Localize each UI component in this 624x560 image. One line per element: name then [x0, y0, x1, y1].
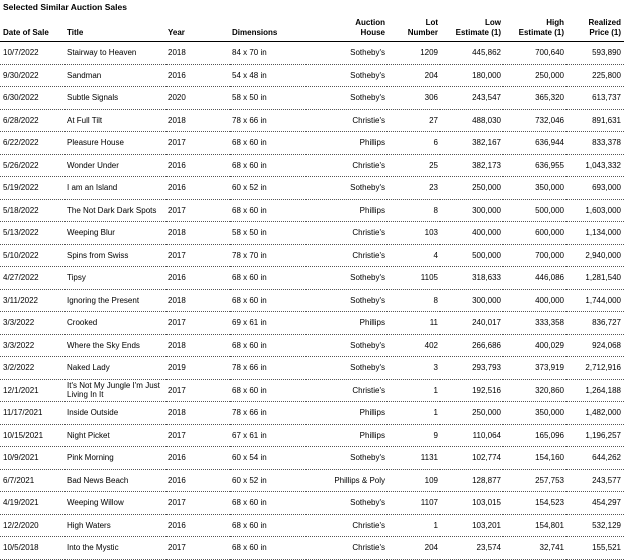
- cell-lot-number: 6: [387, 132, 440, 155]
- cell-auction-house: Sotheby's: [306, 42, 387, 65]
- cell-lot-number: 1105: [387, 267, 440, 290]
- cell-realized-price: 225,800: [566, 64, 624, 87]
- cell-dimensions: 69 x 61 in: [230, 312, 306, 335]
- cell-title: Tipsy: [65, 267, 166, 290]
- cell-title: High Waters: [65, 514, 166, 537]
- cell-year: 2017: [166, 537, 230, 560]
- cell-dimensions: 78 x 66 in: [230, 357, 306, 380]
- cell-date: 10/7/2022: [0, 42, 65, 65]
- cell-auction-house: Phillips: [306, 199, 387, 222]
- cell-dimensions: 68 x 60 in: [230, 289, 306, 312]
- cell-title: Wonder Under: [65, 154, 166, 177]
- cell-date: 6/7/2021: [0, 469, 65, 492]
- cell-low-estimate: 128,877: [440, 469, 503, 492]
- cell-dimensions: 78 x 66 in: [230, 402, 306, 425]
- header-title: Title: [65, 13, 166, 42]
- cell-year: 2016: [166, 514, 230, 537]
- cell-high-estimate: 400,000: [503, 289, 566, 312]
- cell-auction-house: Sotheby's: [306, 492, 387, 515]
- table-row: [0, 424, 624, 447]
- table-header-row: [0, 13, 624, 42]
- cell-date: 4/19/2021: [0, 492, 65, 515]
- cell-title: At Full Tilt: [65, 109, 166, 132]
- table-row: [0, 267, 624, 290]
- cell-lot-number: 1: [387, 514, 440, 537]
- cell-high-estimate: 257,753: [503, 469, 566, 492]
- cell-realized-price: 833,378: [566, 132, 624, 155]
- table-row: [0, 222, 624, 245]
- cell-lot-number: 306: [387, 87, 440, 110]
- cell-low-estimate: 192,516: [440, 379, 503, 402]
- cell-auction-house: Sotheby's: [306, 357, 387, 380]
- cell-title: Crooked: [65, 312, 166, 335]
- cell-lot-number: 1: [387, 379, 440, 402]
- cell-realized-price: 644,262: [566, 447, 624, 470]
- cell-dimensions: 68 x 60 in: [230, 379, 306, 402]
- cell-date: 6/28/2022: [0, 109, 65, 132]
- cell-date: 9/30/2022: [0, 64, 65, 87]
- cell-year: 2017: [166, 244, 230, 267]
- cell-dimensions: 58 x 50 in: [230, 87, 306, 110]
- cell-low-estimate: 180,000: [440, 64, 503, 87]
- cell-date: 3/11/2022: [0, 289, 65, 312]
- cell-title: Pink Morning: [65, 447, 166, 470]
- table-row: [0, 334, 624, 357]
- cell-title: Bad News Beach: [65, 469, 166, 492]
- cell-auction-house: Phillips: [306, 424, 387, 447]
- cell-title: Into the Mystic: [65, 537, 166, 560]
- cell-auction-house: Sotheby's: [306, 289, 387, 312]
- cell-realized-price: 1,264,188: [566, 379, 624, 402]
- table-row: [0, 199, 624, 222]
- cell-auction-house: Sotheby's: [306, 267, 387, 290]
- cell-auction-house: Phillips & Poly: [306, 469, 387, 492]
- cell-date: 5/18/2022: [0, 199, 65, 222]
- cell-date: 12/1/2021: [0, 379, 65, 402]
- cell-dimensions: 78 x 66 in: [230, 109, 306, 132]
- cell-realized-price: 613,737: [566, 87, 624, 110]
- cell-lot-number: 402: [387, 334, 440, 357]
- cell-low-estimate: 240,017: [440, 312, 503, 335]
- cell-dimensions: 68 x 60 in: [230, 132, 306, 155]
- cell-realized-price: 924,068: [566, 334, 624, 357]
- cell-low-estimate: 250,000: [440, 402, 503, 425]
- table-row: [0, 289, 624, 312]
- cell-date: 6/30/2022: [0, 87, 65, 110]
- cell-title: Night Picket: [65, 424, 166, 447]
- cell-high-estimate: 700,000: [503, 244, 566, 267]
- cell-realized-price: 243,577: [566, 469, 624, 492]
- cell-lot-number: 11: [387, 312, 440, 335]
- cell-dimensions: 60 x 52 in: [230, 177, 306, 200]
- cell-year: 2018: [166, 42, 230, 65]
- cell-auction-house: Christie's: [306, 109, 387, 132]
- cell-high-estimate: 732,046: [503, 109, 566, 132]
- cell-realized-price: 1,134,000: [566, 222, 624, 245]
- cell-year: 2019: [166, 357, 230, 380]
- cell-high-estimate: 446,086: [503, 267, 566, 290]
- cell-title: Spins from Swiss: [65, 244, 166, 267]
- cell-realized-price: 1,281,540: [566, 267, 624, 290]
- cell-dimensions: 68 x 60 in: [230, 334, 306, 357]
- cell-low-estimate: 382,173: [440, 154, 503, 177]
- cell-lot-number: 1107: [387, 492, 440, 515]
- cell-date: 10/5/2018: [0, 537, 65, 560]
- table-row: [0, 492, 624, 515]
- cell-low-estimate: 293,793: [440, 357, 503, 380]
- cell-low-estimate: 382,167: [440, 132, 503, 155]
- cell-high-estimate: 154,523: [503, 492, 566, 515]
- cell-high-estimate: 250,000: [503, 64, 566, 87]
- cell-title: Naked Lady: [65, 357, 166, 380]
- cell-auction-house: Christie's: [306, 244, 387, 267]
- cell-realized-price: 1,603,000: [566, 199, 624, 222]
- cell-year: 2017: [166, 132, 230, 155]
- cell-lot-number: 103: [387, 222, 440, 245]
- cell-year: 2017: [166, 424, 230, 447]
- cell-high-estimate: 600,000: [503, 222, 566, 245]
- cell-year: 2018: [166, 289, 230, 312]
- table-row: [0, 64, 624, 87]
- cell-high-estimate: 500,000: [503, 199, 566, 222]
- cell-date: 10/9/2021: [0, 447, 65, 470]
- cell-year: 2020: [166, 87, 230, 110]
- cell-auction-house: Phillips: [306, 132, 387, 155]
- cell-year: 2018: [166, 402, 230, 425]
- cell-year: 2018: [166, 109, 230, 132]
- cell-dimensions: 68 x 60 in: [230, 492, 306, 515]
- cell-title: Stairway to Heaven: [65, 42, 166, 65]
- cell-dimensions: 68 x 60 in: [230, 514, 306, 537]
- cell-low-estimate: 500,000: [440, 244, 503, 267]
- cell-low-estimate: 300,000: [440, 289, 503, 312]
- cell-dimensions: 67 x 61 in: [230, 424, 306, 447]
- page-title: Selected Similar Auction Sales: [3, 2, 127, 12]
- cell-year: 2017: [166, 199, 230, 222]
- cell-title: It's Not My Jungle I'm Just Living In It: [65, 379, 166, 402]
- cell-low-estimate: 250,000: [440, 177, 503, 200]
- cell-title: Inside Outside: [65, 402, 166, 425]
- cell-lot-number: 1131: [387, 447, 440, 470]
- cell-realized-price: 693,000: [566, 177, 624, 200]
- cell-realized-price: 1,196,257: [566, 424, 624, 447]
- cell-dimensions: 68 x 60 in: [230, 537, 306, 560]
- cell-high-estimate: 400,029: [503, 334, 566, 357]
- table-row: [0, 87, 624, 110]
- cell-low-estimate: 243,547: [440, 87, 503, 110]
- table-row: [0, 42, 624, 65]
- cell-realized-price: 1,043,332: [566, 154, 624, 177]
- cell-lot-number: 8: [387, 289, 440, 312]
- cell-title: Ignoring the Present: [65, 289, 166, 312]
- cell-high-estimate: 333,358: [503, 312, 566, 335]
- table-row: [0, 109, 624, 132]
- cell-lot-number: 9: [387, 424, 440, 447]
- cell-auction-house: Sotheby's: [306, 334, 387, 357]
- header-high-estimate: High Estimate (1): [503, 13, 566, 42]
- cell-dimensions: 68 x 60 in: [230, 154, 306, 177]
- cell-realized-price: 891,631: [566, 109, 624, 132]
- header-date: Date of Sale: [0, 13, 65, 42]
- cell-year: 2017: [166, 492, 230, 515]
- cell-lot-number: 109: [387, 469, 440, 492]
- table-row: [0, 537, 624, 560]
- cell-title: Subtle Signals: [65, 87, 166, 110]
- cell-low-estimate: 318,633: [440, 267, 503, 290]
- cell-auction-house: Phillips: [306, 402, 387, 425]
- cell-lot-number: 1209: [387, 42, 440, 65]
- cell-low-estimate: 102,774: [440, 447, 503, 470]
- cell-dimensions: 54 x 48 in: [230, 64, 306, 87]
- table-row: [0, 312, 624, 335]
- cell-lot-number: 23: [387, 177, 440, 200]
- cell-high-estimate: 165,096: [503, 424, 566, 447]
- cell-lot-number: 204: [387, 537, 440, 560]
- cell-high-estimate: 636,955: [503, 154, 566, 177]
- cell-high-estimate: 32,741: [503, 537, 566, 560]
- cell-high-estimate: 350,000: [503, 177, 566, 200]
- cell-auction-house: Sotheby's: [306, 447, 387, 470]
- table-row: [0, 402, 624, 425]
- table-row: [0, 132, 624, 155]
- cell-year: 2018: [166, 334, 230, 357]
- cell-title: The Not Dark Dark Spots: [65, 199, 166, 222]
- cell-auction-house: Christie's: [306, 154, 387, 177]
- header-realized-price: Realized Price (1): [566, 13, 624, 42]
- cell-date: 4/27/2022: [0, 267, 65, 290]
- cell-high-estimate: 636,944: [503, 132, 566, 155]
- cell-title: Sandman: [65, 64, 166, 87]
- cell-year: 2016: [166, 447, 230, 470]
- table-row: [0, 514, 624, 537]
- cell-realized-price: 1,482,000: [566, 402, 624, 425]
- cell-low-estimate: 103,015: [440, 492, 503, 515]
- cell-title: Pleasure House: [65, 132, 166, 155]
- cell-dimensions: 60 x 54 in: [230, 447, 306, 470]
- cell-realized-price: 454,297: [566, 492, 624, 515]
- cell-dimensions: 68 x 60 in: [230, 267, 306, 290]
- cell-high-estimate: 154,801: [503, 514, 566, 537]
- cell-realized-price: 2,712,916: [566, 357, 624, 380]
- cell-lot-number: 27: [387, 109, 440, 132]
- cell-date: 3/3/2022: [0, 312, 65, 335]
- header-dimensions: Dimensions: [230, 13, 306, 42]
- header-year: Year: [166, 13, 230, 42]
- cell-auction-house: Christie's: [306, 537, 387, 560]
- cell-auction-house: Sotheby's: [306, 64, 387, 87]
- cell-date: 5/19/2022: [0, 177, 65, 200]
- cell-date: 5/10/2022: [0, 244, 65, 267]
- cell-realized-price: 1,744,000: [566, 289, 624, 312]
- cell-low-estimate: 110,064: [440, 424, 503, 447]
- cell-year: 2016: [166, 267, 230, 290]
- cell-realized-price: 532,129: [566, 514, 624, 537]
- cell-year: 2016: [166, 154, 230, 177]
- cell-date: 10/15/2021: [0, 424, 65, 447]
- cell-title: I am an Island: [65, 177, 166, 200]
- cell-high-estimate: 154,160: [503, 447, 566, 470]
- cell-realized-price: 2,940,000: [566, 244, 624, 267]
- cell-low-estimate: 266,686: [440, 334, 503, 357]
- cell-auction-house: Phillips: [306, 312, 387, 335]
- cell-dimensions: 68 x 60 in: [230, 199, 306, 222]
- cell-date: 5/13/2022: [0, 222, 65, 245]
- cell-title: Weeping Willow: [65, 492, 166, 515]
- cell-low-estimate: 488,030: [440, 109, 503, 132]
- cell-year: 2016: [166, 177, 230, 200]
- cell-year: 2017: [166, 379, 230, 402]
- cell-auction-house: Christie's: [306, 222, 387, 245]
- cell-lot-number: 1: [387, 402, 440, 425]
- cell-realized-price: 155,521: [566, 537, 624, 560]
- cell-auction-house: Sotheby's: [306, 177, 387, 200]
- header-low-estimate: Low Estimate (1): [440, 13, 503, 42]
- cell-dimensions: 58 x 50 in: [230, 222, 306, 245]
- cell-high-estimate: 350,000: [503, 402, 566, 425]
- cell-date: 12/2/2020: [0, 514, 65, 537]
- table-row: [0, 244, 624, 267]
- cell-low-estimate: 400,000: [440, 222, 503, 245]
- cell-low-estimate: 23,574: [440, 537, 503, 560]
- table-row: [0, 357, 624, 380]
- cell-date: 3/3/2022: [0, 334, 65, 357]
- cell-year: 2018: [166, 222, 230, 245]
- cell-year: 2016: [166, 64, 230, 87]
- cell-lot-number: 3: [387, 357, 440, 380]
- cell-lot-number: 4: [387, 244, 440, 267]
- cell-date: 11/17/2021: [0, 402, 65, 425]
- cell-date: 6/22/2022: [0, 132, 65, 155]
- cell-auction-house: Christie's: [306, 379, 387, 402]
- cell-realized-price: 593,890: [566, 42, 624, 65]
- table-row: [0, 469, 624, 492]
- auction-sales-table: [0, 13, 624, 560]
- cell-date: 5/26/2022: [0, 154, 65, 177]
- cell-lot-number: 8: [387, 199, 440, 222]
- cell-high-estimate: 700,640: [503, 42, 566, 65]
- cell-title: Where the Sky Ends: [65, 334, 166, 357]
- table-row: [0, 447, 624, 470]
- cell-realized-price: 836,727: [566, 312, 624, 335]
- cell-dimensions: 78 x 70 in: [230, 244, 306, 267]
- cell-low-estimate: 103,201: [440, 514, 503, 537]
- cell-lot-number: 204: [387, 64, 440, 87]
- table-row: [0, 379, 624, 402]
- cell-auction-house: Sotheby's: [306, 87, 387, 110]
- table-row: [0, 154, 624, 177]
- cell-low-estimate: 445,862: [440, 42, 503, 65]
- header-auction-house: Auction House: [306, 13, 387, 42]
- cell-title: Weeping Blur: [65, 222, 166, 245]
- cell-date: 3/2/2022: [0, 357, 65, 380]
- cell-high-estimate: 373,919: [503, 357, 566, 380]
- cell-low-estimate: 300,000: [440, 199, 503, 222]
- cell-high-estimate: 320,860: [503, 379, 566, 402]
- cell-year: 2016: [166, 469, 230, 492]
- cell-dimensions: 84 x 70 in: [230, 42, 306, 65]
- cell-high-estimate: 365,320: [503, 87, 566, 110]
- cell-auction-house: Christie's: [306, 514, 387, 537]
- cell-lot-number: 25: [387, 154, 440, 177]
- header-lot-number: Lot Number: [387, 13, 440, 42]
- table-row: [0, 177, 624, 200]
- cell-dimensions: 60 x 52 in: [230, 469, 306, 492]
- cell-year: 2017: [166, 312, 230, 335]
